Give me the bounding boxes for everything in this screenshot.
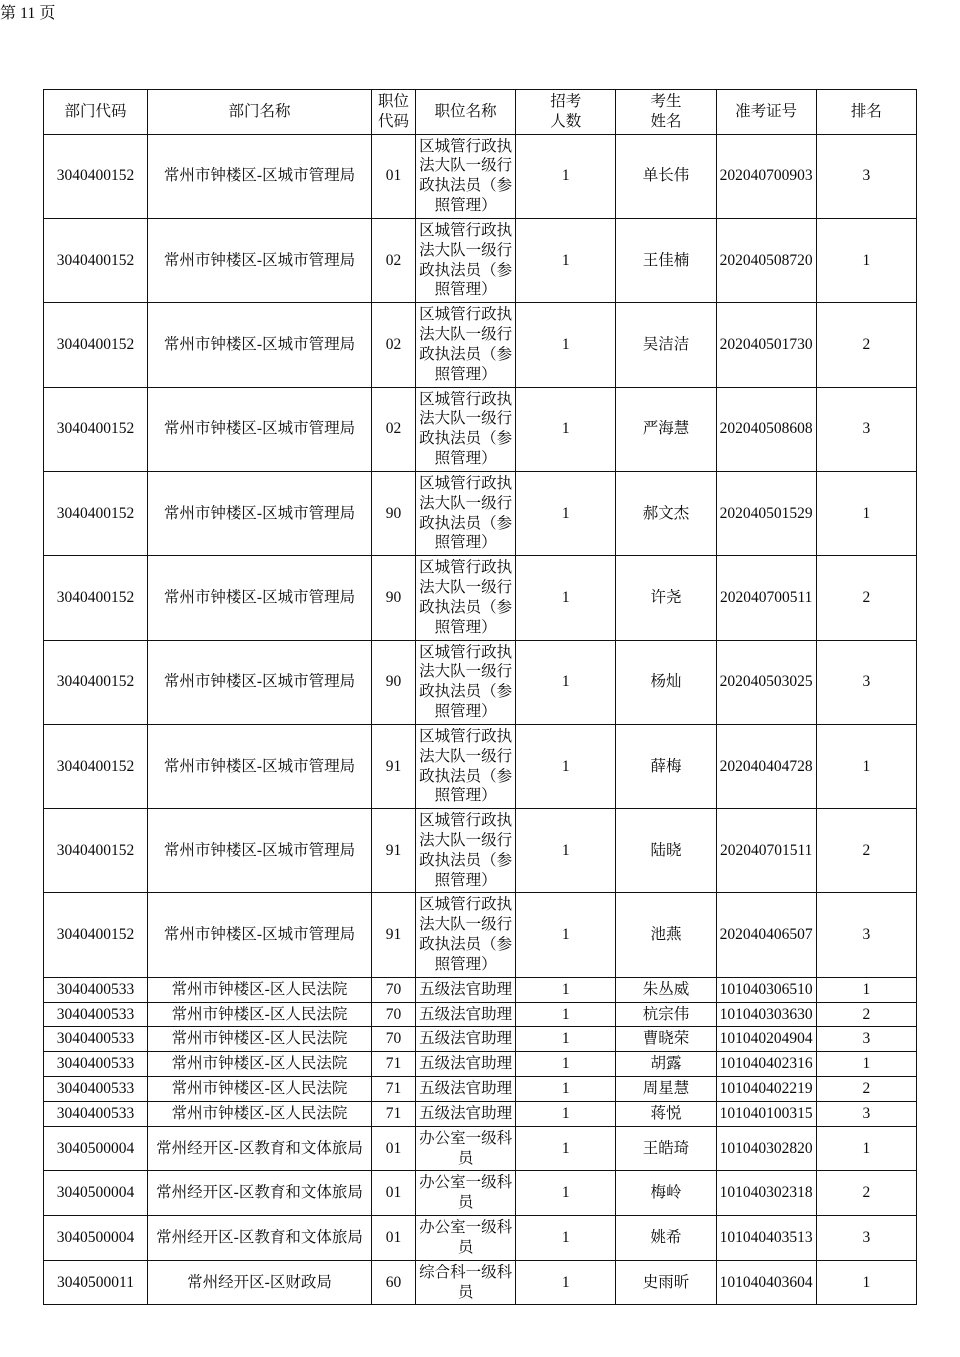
table-header [44,90,917,135]
cell-dept-code: 3040400152 [44,303,148,387]
cell-exam-number: 202040501730 [716,303,816,387]
cell-position-code: 91 [372,809,416,893]
cell-dept-name: 常州市钟楼区-区城市管理局 [148,809,372,893]
table-body [44,134,917,1305]
cell-exam-number: 101040100315 [716,1101,816,1126]
cell-exam-number: 202040406507 [716,893,816,977]
column-header-quota [516,90,616,135]
cell-rank: 2 [816,1171,916,1216]
cell-rank: 3 [816,893,916,977]
cell-dept-code: 3040400152 [44,556,148,640]
cell-exam-number: 202040508720 [716,218,816,302]
header-row [44,90,917,135]
cell-rank: 1 [816,724,916,808]
cell-dept-name: 常州市钟楼区-区城市管理局 [148,134,372,218]
cell-position-code: 02 [372,303,416,387]
cell-position-name: 五级法官助理 [416,1002,516,1027]
cell-quota: 1 [516,1126,616,1171]
cell-position-name: 五级法官助理 [416,1077,516,1102]
cell-dept-name: 常州市钟楼区-区人民法院 [148,1002,372,1027]
cell-candidate-name: 杭宗伟 [616,1002,716,1027]
cell-rank: 1 [816,1126,916,1171]
cell-dept-name: 常州市钟楼区-区人民法院 [148,1027,372,1052]
cell-rank: 2 [816,556,916,640]
table-row [44,977,917,1002]
cell-position-name: 五级法官助理 [416,1101,516,1126]
cell-dept-code: 3040400533 [44,1027,148,1052]
cell-exam-number: 202040501529 [716,471,816,555]
cell-position-code: 90 [372,640,416,724]
cell-rank: 3 [816,1101,916,1126]
cell-dept-name: 常州市钟楼区-区城市管理局 [148,387,372,471]
cell-dept-code: 3040400533 [44,1002,148,1027]
cell-candidate-name: 周星慧 [616,1077,716,1102]
cell-rank: 1 [816,1260,916,1305]
cell-candidate-name: 曹晓荣 [616,1027,716,1052]
cell-position-name: 办公室一级科员 [416,1126,516,1171]
cell-position-name: 五级法官助理 [416,1027,516,1052]
column-header-dept-name: 部门名称 [148,90,372,135]
cell-position-code: 91 [372,724,416,808]
cell-dept-code: 3040400152 [44,724,148,808]
cell-candidate-name: 薛梅 [616,724,716,808]
cell-dept-code: 3040400152 [44,893,148,977]
cell-rank: 1 [816,977,916,1002]
cell-dept-code: 3040500004 [44,1126,148,1171]
cell-dept-code: 3040400533 [44,1101,148,1126]
table-row [44,134,917,218]
table-row [44,1027,917,1052]
cell-dept-code: 3040400533 [44,1077,148,1102]
table-row [44,809,917,893]
cell-quota: 1 [516,640,616,724]
cell-quota: 1 [516,893,616,977]
cell-quota: 1 [516,724,616,808]
cell-dept-code: 3040400152 [44,387,148,471]
cell-exam-number: 202040503025 [716,640,816,724]
cell-candidate-name: 杨灿 [616,640,716,724]
cell-exam-number: 101040402316 [716,1052,816,1077]
cell-position-code: 01 [372,134,416,218]
cell-position-name: 区城管行政执法大队一级行政执法员（参照管理） [416,134,516,218]
cell-quota: 1 [516,1077,616,1102]
cell-candidate-name: 陆晓 [616,809,716,893]
cell-exam-number: 101040403604 [716,1260,816,1305]
table-row [44,1216,917,1261]
cell-candidate-name: 梅岭 [616,1171,716,1216]
table-row [44,1101,917,1126]
cell-position-code: 70 [372,977,416,1002]
cell-dept-name: 常州经开区-区教育和文体旅局 [148,1216,372,1261]
cell-rank: 3 [816,1216,916,1261]
table-row [44,640,917,724]
table-row [44,556,917,640]
column-header-dept-code: 部门代码 [44,90,148,135]
cell-position-code: 01 [372,1216,416,1261]
table-row [44,1260,917,1305]
table-row [44,471,917,555]
cell-exam-number: 101040303630 [716,1002,816,1027]
position-code-header-line2: 代码 [377,112,409,130]
cell-quota: 1 [516,1260,616,1305]
cell-dept-name: 常州市钟楼区-区城市管理局 [148,640,372,724]
cell-position-code: 60 [372,1260,416,1305]
cell-exam-number: 101040302820 [716,1126,816,1171]
cell-quota: 1 [516,977,616,1002]
column-header-position-name: 职位名称 [416,90,516,135]
page-footer: 第 11 页 [0,5,56,22]
cell-position-code: 71 [372,1052,416,1077]
cell-dept-code: 3040400152 [44,471,148,555]
cell-position-code: 70 [372,1027,416,1052]
table-row [44,724,917,808]
cell-candidate-name: 姚希 [616,1216,716,1261]
cell-dept-code: 3040400152 [44,809,148,893]
table-row [44,1077,917,1102]
candidate-header-line1: 考生 [650,93,682,110]
cell-dept-name: 常州市钟楼区-区城市管理局 [148,303,372,387]
column-header-exam-number: 准考证号 [716,90,816,135]
cell-quota: 1 [516,387,616,471]
cell-quota: 1 [516,1027,616,1052]
cell-position-name: 办公室一级科员 [416,1171,516,1216]
cell-exam-number: 202040700903 [716,134,816,218]
cell-dept-name: 常州经开区-区教育和文体旅局 [148,1171,372,1216]
position-code-header-line1: 职位 [377,93,409,110]
cell-dept-code: 3040400152 [44,640,148,724]
cell-rank: 1 [816,471,916,555]
quota-header-line2: 人数 [550,112,582,130]
cell-rank: 3 [816,134,916,218]
cell-exam-number: 202040404728 [716,724,816,808]
cell-position-code: 90 [372,556,416,640]
column-header-rank: 排名 [816,90,916,135]
cell-quota: 1 [516,303,616,387]
cell-dept-name: 常州市钟楼区-区人民法院 [148,1077,372,1102]
cell-exam-number: 202040700511 [716,556,816,640]
cell-dept-name: 常州市钟楼区-区城市管理局 [148,556,372,640]
cell-dept-name: 常州经开区-区教育和文体旅局 [148,1126,372,1171]
cell-exam-number: 101040302318 [716,1171,816,1216]
cell-dept-name: 常州市钟楼区-区人民法院 [148,1101,372,1126]
cell-position-name: 办公室一级科员 [416,1216,516,1261]
column-header-candidate-name [616,90,716,135]
cell-exam-number: 101040204904 [716,1027,816,1052]
cell-position-name: 区城管行政执法大队一级行政执法员（参照管理） [416,303,516,387]
cell-position-name: 综合科一级科员 [416,1260,516,1305]
cell-position-name: 区城管行政执法大队一级行政执法员（参照管理） [416,218,516,302]
table-row [44,893,917,977]
cell-rank: 3 [816,387,916,471]
table-row [44,1002,917,1027]
cell-dept-name: 常州市钟楼区-区城市管理局 [148,471,372,555]
cell-position-name: 区城管行政执法大队一级行政执法员（参照管理） [416,809,516,893]
cell-position-name: 区城管行政执法大队一级行政执法员（参照管理） [416,387,516,471]
cell-exam-number: 101040403513 [716,1216,816,1261]
cell-position-name: 区城管行政执法大队一级行政执法员（参照管理） [416,471,516,555]
cell-candidate-name: 朱丛威 [616,977,716,1002]
cell-position-name: 区城管行政执法大队一级行政执法员（参照管理） [416,640,516,724]
cell-position-code: 91 [372,893,416,977]
cell-exam-number: 101040306510 [716,977,816,1002]
cell-quota: 1 [516,471,616,555]
cell-dept-code: 3040500004 [44,1171,148,1216]
cell-exam-number: 101040402219 [716,1077,816,1102]
cell-quota: 1 [516,1101,616,1126]
table-row [44,1126,917,1171]
cell-quota: 1 [516,809,616,893]
cell-position-name: 区城管行政执法大队一级行政执法员（参照管理） [416,893,516,977]
cell-rank: 1 [816,218,916,302]
cell-dept-name: 常州市钟楼区-区人民法院 [148,977,372,1002]
quota-header-line1: 招考 [550,93,582,110]
cell-candidate-name: 史雨昕 [616,1260,716,1305]
cell-dept-code: 3040500004 [44,1216,148,1261]
cell-quota: 1 [516,218,616,302]
cell-exam-number: 202040508608 [716,387,816,471]
candidate-header-line2: 姓名 [650,112,682,130]
cell-dept-name: 常州市钟楼区-区城市管理局 [148,218,372,302]
cell-candidate-name: 蒋悦 [616,1101,716,1126]
cell-rank: 2 [816,809,916,893]
cell-position-code: 01 [372,1171,416,1216]
cell-position-code: 01 [372,1126,416,1171]
cell-candidate-name: 王皓琦 [616,1126,716,1171]
cell-candidate-name: 吴洁洁 [616,303,716,387]
cell-candidate-name: 王佳楠 [616,218,716,302]
cell-dept-code: 3040500011 [44,1260,148,1305]
cell-candidate-name: 郝文杰 [616,471,716,555]
cell-position-code: 02 [372,387,416,471]
cell-dept-name: 常州市钟楼区-区城市管理局 [148,893,372,977]
cell-rank: 3 [816,640,916,724]
column-header-position-code [372,90,416,135]
cell-position-code: 70 [372,1002,416,1027]
cell-dept-code: 3040400533 [44,977,148,1002]
table-row [44,1171,917,1216]
cell-quota: 1 [516,134,616,218]
cell-dept-name: 常州市钟楼区-区城市管理局 [148,724,372,808]
cell-dept-code: 3040400533 [44,1052,148,1077]
cell-dept-name: 常州市钟楼区-区人民法院 [148,1052,372,1077]
cell-candidate-name: 胡露 [616,1052,716,1077]
cell-quota: 1 [516,1216,616,1261]
cell-rank: 2 [816,1002,916,1027]
cell-rank: 2 [816,303,916,387]
cell-dept-code: 3040400152 [44,134,148,218]
cell-quota: 1 [516,556,616,640]
cell-position-code: 90 [372,471,416,555]
cell-position-code: 71 [372,1077,416,1102]
cell-exam-number: 202040701511 [716,809,816,893]
cell-dept-name: 常州经开区-区财政局 [148,1260,372,1305]
cell-quota: 1 [516,1052,616,1077]
table-row [44,218,917,302]
cell-candidate-name: 严海慧 [616,387,716,471]
cell-rank: 2 [816,1077,916,1102]
cell-position-name: 五级法官助理 [416,977,516,1002]
cell-dept-code: 3040400152 [44,218,148,302]
table-row [44,1052,917,1077]
cell-position-name: 区城管行政执法大队一级行政执法员（参照管理） [416,556,516,640]
table-row [44,387,917,471]
cell-position-code: 02 [372,218,416,302]
table-row [44,303,917,387]
cell-position-code: 71 [372,1101,416,1126]
cell-position-name: 区城管行政执法大队一级行政执法员（参照管理） [416,724,516,808]
cell-candidate-name: 单长伟 [616,134,716,218]
cell-position-name: 五级法官助理 [416,1052,516,1077]
cell-rank: 3 [816,1027,916,1052]
cell-rank: 1 [816,1052,916,1077]
cell-candidate-name: 许尧 [616,556,716,640]
exam-results-table [43,89,917,1305]
cell-candidate-name: 池燕 [616,893,716,977]
cell-quota: 1 [516,1171,616,1216]
cell-quota: 1 [516,1002,616,1027]
